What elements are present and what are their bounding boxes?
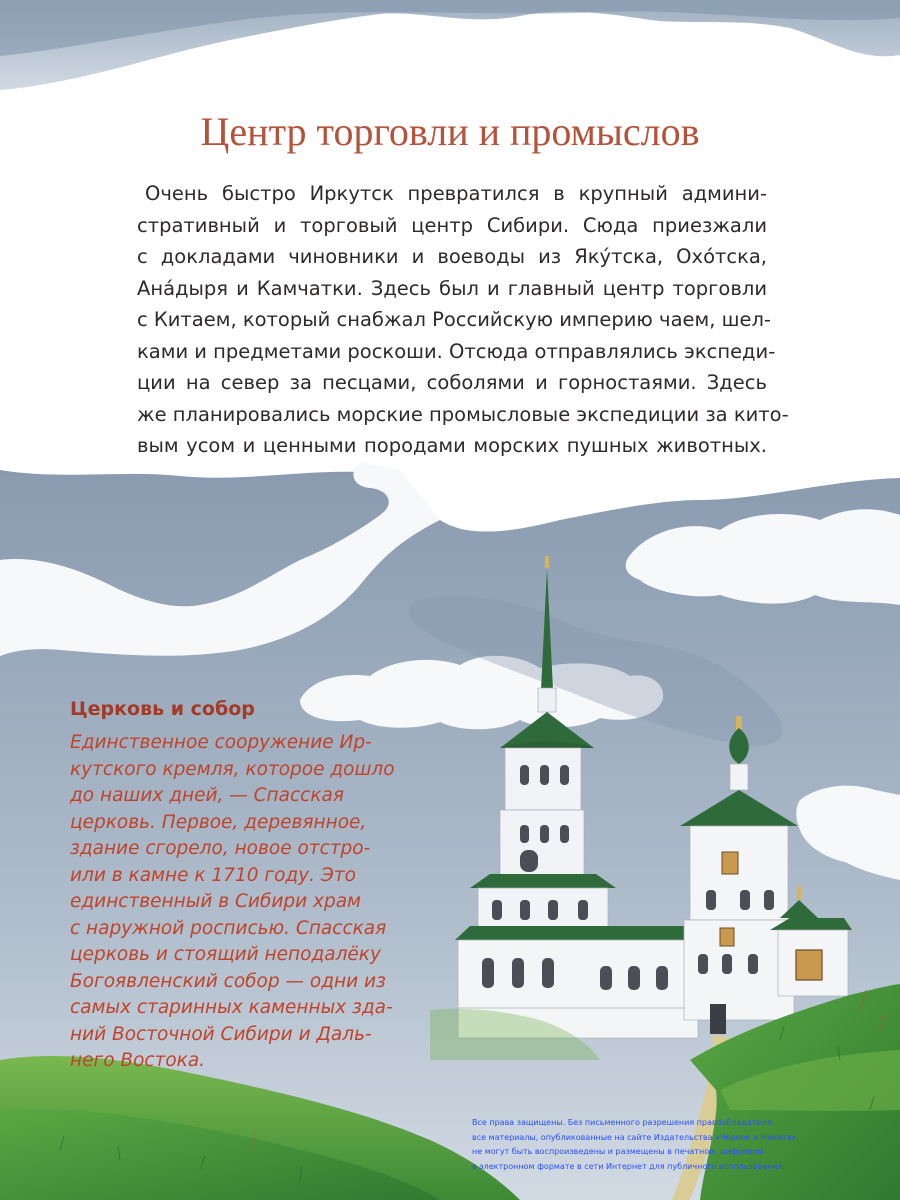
body-line: с Китаем, который снабжал Российскую империю чаем, шел- xyxy=(137,308,771,331)
body-line: стративный и торговый центр Сибири. Сюда приезжали xyxy=(137,213,767,237)
body-line: Очень быстро Иркутск превратился в крупный админи- xyxy=(145,182,767,205)
sidebar-line: до наших дней, — Спасская xyxy=(70,785,344,806)
sidebar-line: кутского кремля, которое дошло xyxy=(70,758,395,780)
sidebar-line: ний Восточной Сибири и Даль- xyxy=(70,1023,372,1045)
sidebar-heading: Церковь и собор xyxy=(70,698,255,720)
page-title: Центр торговли и промыслов xyxy=(200,109,700,154)
copyright-notice xyxy=(472,1116,882,1174)
sidebar-line: Богоявленский собор — одни из xyxy=(70,970,386,992)
sidebar-line: церковь. Первое, деревянное, xyxy=(70,811,367,833)
sidebar-line: или в камне к 1710 году. Это xyxy=(70,864,356,886)
copyright-line: не могут быть воспроизведены и размещены в печатном, цифровом xyxy=(472,1147,764,1156)
sidebar-line: Единственное сооружение Ир- xyxy=(70,732,372,753)
copyright-line: Все права защищены. Без письменного разрешения правообладателя xyxy=(472,1118,772,1127)
sidebar-line: него Востока. xyxy=(70,1050,206,1071)
body-line: ции на север за песцами, соболями и горностаями. Здесь xyxy=(137,371,767,394)
sidebar-box xyxy=(70,698,400,1075)
sidebar-line: здание сгорело, новое отстро- xyxy=(70,838,371,859)
body-line: же планировались морские промысловые экспедиции за кито- xyxy=(137,402,789,426)
sidebar-line: самых старинных каменных зда- xyxy=(70,997,393,1018)
sidebar-line: единственный в Сибири храм xyxy=(70,891,362,912)
body-text xyxy=(137,178,789,462)
copyright-line: все материалы, опубликованные на сайте Издательства «Черное и Никита», xyxy=(472,1132,800,1142)
body-line: ками и предметами роскоши. Отсюда отправлялись экспеди- xyxy=(137,339,776,363)
body-line: вым усом и ценными породами морских пушных животных. xyxy=(137,434,767,457)
sidebar-text xyxy=(70,730,400,1075)
copyright-line: в электронном формате в сети Интернет для публичного использования. xyxy=(472,1161,785,1171)
sidebar-line: с наружной росписью. Спасская xyxy=(70,917,387,939)
sidebar-line: церковь и стоящий неподалёку xyxy=(70,944,381,965)
body-line: Ана́дыря и Камчатки. Здесь был и главный центр торговли xyxy=(137,276,767,300)
body-line: с докладами чиновники и воеводы из Яку́тска, Охо́тска, xyxy=(137,245,767,268)
